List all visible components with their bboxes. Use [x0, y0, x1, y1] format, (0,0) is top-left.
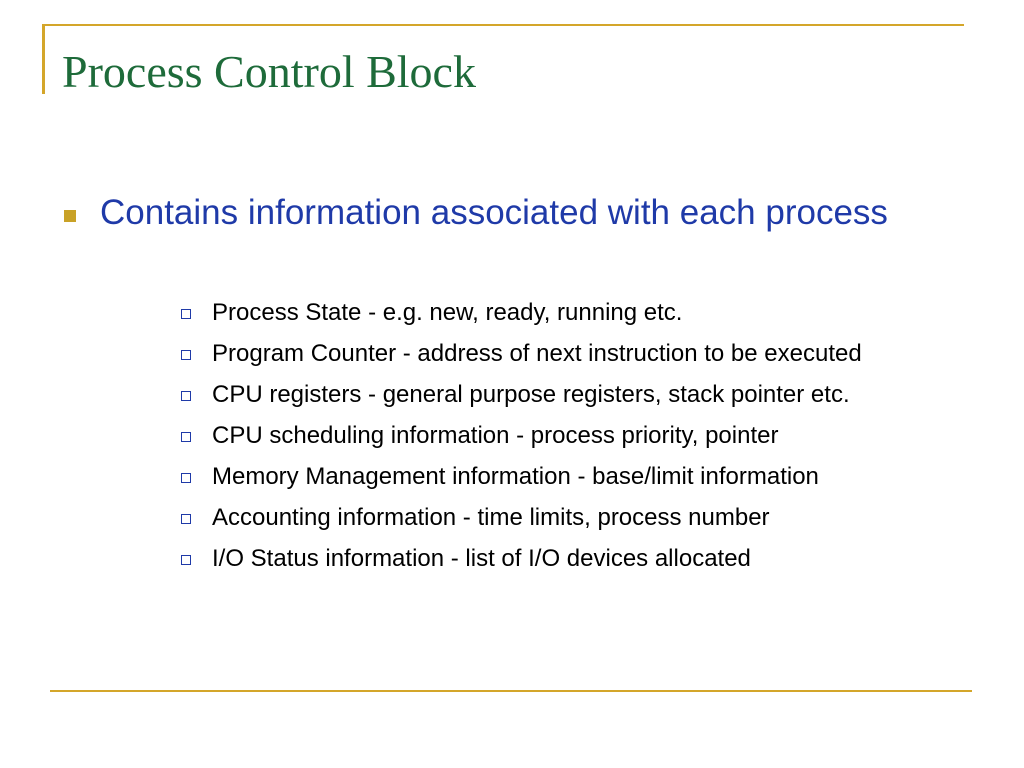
sub-bullet-item: [178, 501, 958, 535]
left-border-line: [42, 24, 45, 94]
sub-bullet-text: CPU scheduling information - process priority, pointer: [212, 422, 779, 449]
main-bullet: [62, 190, 922, 236]
sub-bullet-text: Memory Management information - base/limit information: [212, 463, 819, 490]
sub-bullet-text: CPU registers - general purpose registers, stack pointer etc.: [212, 381, 850, 408]
sub-bullet-item: [178, 460, 958, 494]
sub-bullet-list: [178, 296, 958, 583]
slide-title: Process Control Block: [62, 46, 476, 97]
sub-bullet-item: [178, 542, 958, 576]
sub-bullet-text: Process State - e.g. new, ready, running etc.: [212, 299, 683, 326]
sub-bullet-text: Accounting information - time limits, process number: [212, 504, 770, 531]
sub-bullet-item: [178, 419, 958, 453]
main-bullet-text: Contains information associated with each process: [100, 193, 888, 232]
sub-bullet-item: [178, 296, 958, 330]
hollow-square-bullet-icon: [181, 432, 191, 442]
sub-bullet-text: Program Counter - address of next instruction to be executed: [212, 340, 862, 367]
filled-square-bullet-icon: [64, 210, 76, 222]
hollow-square-bullet-icon: [181, 309, 191, 319]
sub-bullet-item: [178, 337, 958, 371]
bottom-border-line: [50, 690, 972, 692]
hollow-square-bullet-icon: [181, 473, 191, 483]
top-border-line: [42, 24, 964, 26]
hollow-square-bullet-icon: [181, 514, 191, 524]
hollow-square-bullet-icon: [181, 555, 191, 565]
sub-bullet-text: I/O Status information - list of I/O devices allocated: [212, 545, 751, 572]
sub-bullet-item: [178, 378, 958, 412]
hollow-square-bullet-icon: [181, 391, 191, 401]
hollow-square-bullet-icon: [181, 350, 191, 360]
